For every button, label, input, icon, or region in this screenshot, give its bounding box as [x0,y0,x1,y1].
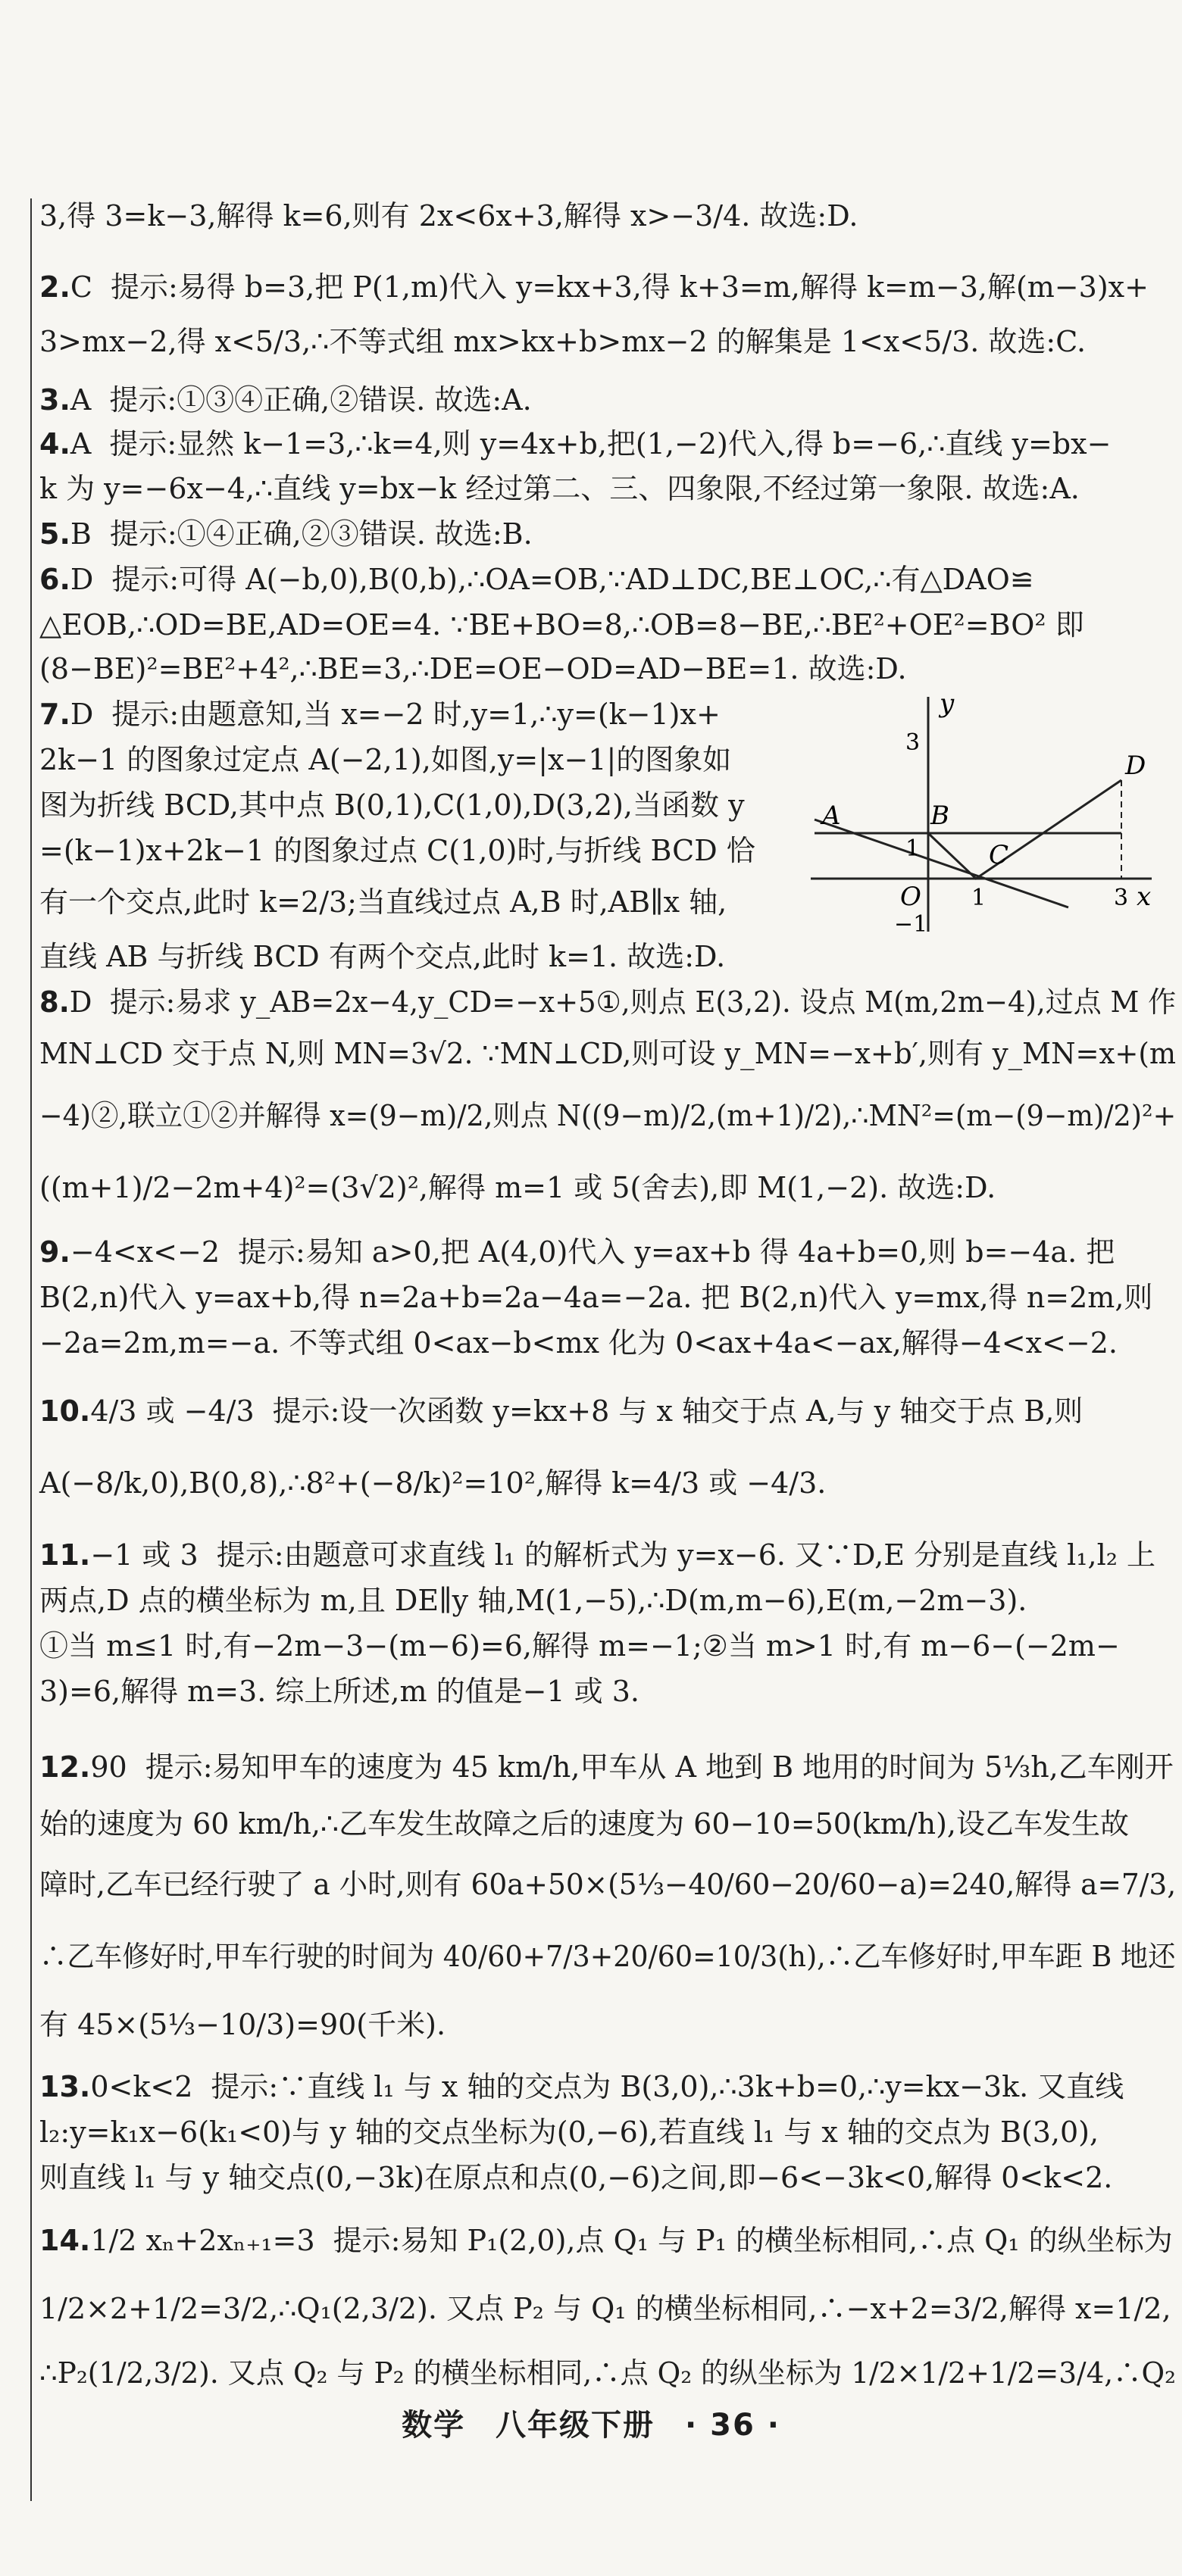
text-line [39,1674,639,1709]
question-number: 14. [39,2224,91,2257]
line-text: 提示:设一次函数 y=kx+8 与 x 轴交于点 A,与 y 轴交于点 B,则 [272,1394,1084,1428]
line-text: 3>mx−2,得 x<5/3,∴不等式组 mx>kx+b>mx−2 的解集是 1<x<5/3. 故选:C. [39,325,1087,358]
line-text: 图为折线 BCD,其中点 B(0,1),C(1,0),D(3,2),当函数 y [39,788,745,822]
answer: D [70,698,94,731]
page-footer [0,2401,1182,2444]
text-line [39,939,725,974]
label-y: y [940,689,955,719]
text-line [39,742,731,777]
line-text: ①当 m≤1 时,有−2m−3−(m−6)=6,解得 m=−1;②当 m>1 时,有 m−6−(−2m− [39,1629,1120,1663]
text-line [39,1750,1174,1784]
text-line [39,1235,1115,1269]
line-text: 两点,D 点的横坐标为 m,且 DE∥y 轴,M(1,−5),∴D(m,m−6),E(m,−2m−3). [39,1584,1027,1617]
text-line [39,697,721,732]
label-d: D [1125,751,1146,781]
line-text: ∴乙车修好时,甲车行驶的时间为 40/60+7/3+20/60=10/3(h),∴乙车修好时,甲车距 B 地还 [39,1940,1176,1973]
line-text: 提示:∵直线 l₁ 与 x 轴的交点为 B(3,0),∴3k+b=0,∴y=kx−3k. 又直线 [211,2070,1124,2103]
answer: D [70,563,94,596]
text-line [39,198,858,233]
text-line [39,1394,1083,1429]
label-a: A [822,801,841,831]
label-3-x: 3 [1114,885,1129,911]
footer-grade: 八年级下册 [496,2408,655,2443]
answer: A [70,427,92,461]
text-line [39,651,907,686]
line-text: 提示:可得 A(−b,0),B(0,b),∴OA=OB,∵AD⊥DC,BE⊥OC,∴有△DAO≌ [111,563,1034,596]
line-text: 提示:易求 y_AB=2x−4,y_CD=−x+5①,则点 E(3,2). 设点 M(m,2m−4),过点 M 作 [109,985,1177,1019]
label-1-y: 1 [905,835,921,862]
line-text: 有 45×(5⅓−10/3)=90(千米). [39,2008,446,2041]
line-text: 3)=6,解得 m=3. 综上所述,m 的值是−1 或 3. [39,1675,640,1708]
line-text: ∴P₂(1/2,3/2). 又点 Q₂ 与 P₂ 的横坐标相同,∴点 Q₂ 的纵坐标为 1/2×1/2+1/2=3/4,∴Q₂ [39,2356,1176,2390]
line-text: 提示:由题意可求直线 l₁ 的解析式为 y=x−6. 又∵D,E 分别是直线 l₁,l₂ 上 [216,1538,1156,1572]
label-3-y: 3 [905,729,921,756]
footer-subject: 数学 [402,2408,466,2443]
text-line [39,1538,1155,1572]
line-text: MN⊥CD 交于点 N,则 MN=3√2. ∵MN⊥CD,则可设 y_MN=−x+b′,则有 y_MN=x+(m [39,1037,1177,1070]
text-line [39,1939,1176,1974]
line-text: l₂:y=k₁x−6(k₁<0)与 y 轴的交点坐标为(0,−6),若直线 l₁ 与 x 轴的交点为 B(3,0), [39,2115,1099,2149]
text-line [39,270,1149,304]
text-line [39,426,1111,461]
text-line [39,1280,1152,1315]
text-line [39,324,1086,359]
function-graph-figure [803,689,1159,939]
question-number: 13. [39,2070,91,2103]
text-line [39,1098,1176,1133]
line-text: 提示:由题意知,当 x=−2 时,y=1,∴y=(k−1)x+ [111,698,721,731]
line-text: 则直线 l₁ 与 y 轴交点(0,−3k)在原点和点(0,−6)之间,即−6<−3k<0,解得 0<k<2. [39,2161,1113,2194]
line-text: 障时,乙车已经行驶了 a 小时,则有 60a+50×(5⅓−40/60−20/60−a)=240,解得 a=7/3, [39,1868,1177,1901]
line-text: B(2,n)代入 y=ax+b,得 n=2a+b=2a−4a=−2a. 把 B(2,n)代入 y=mx,得 n=2m,则 [39,1281,1153,1314]
line-text: 直线 AB 与折线 BCD 有两个交点,此时 k=1. 故选:D. [39,940,726,973]
text-line [39,2069,1124,2104]
label-c: C [989,840,1009,870]
text-line [39,517,533,551]
text-line [39,2115,1099,2150]
question-number: 2. [39,270,70,304]
question-number: 4. [39,427,70,461]
text-line [39,885,727,920]
text-line [39,562,1034,597]
question-number: 3. [39,383,70,417]
line-text: 2k−1 的图象过定点 A(−2,1),如图,y=|x−1|的图象如 [39,743,732,776]
text-line [39,471,1080,506]
answer: −4<x<−2 [70,1235,220,1269]
text-line [39,788,745,823]
answer: 1/2 xₙ+2xₙ₊₁=3 [90,2224,315,2257]
text-line [39,985,1176,1019]
answer: 0<k<2 [90,2070,193,2103]
line-text: 提示:易知 a>0,把 A(4,0)代入 y=ax+b 得 4a+b=0,则 b=−4a. 把 [238,1235,1115,1269]
label-b: B [930,801,949,831]
question-number: 9. [39,1235,70,1269]
left-margin-rule [30,198,32,2501]
text-line [39,1325,1118,1360]
line-text: 提示:①④正确,②③错误. 故选:B. [109,517,533,551]
text-line [39,1036,1176,1071]
line-text: 提示:①③④正确,②错误. 故选:A. [109,383,532,417]
question-number: 11. [39,1538,91,1572]
label-1-x: 1 [971,885,987,911]
label-x: x [1137,882,1152,912]
label-neg1: −1 [894,911,928,938]
line-text: 有一个交点,此时 k=2/3;当直线过点 A,B 时,AB∥x 轴, [39,885,727,919]
line-text: −2a=2m,m=−a. 不等式组 0<ax−b<mx 化为 0<ax+4a<−ax,解得−4<x<−2. [39,1326,1118,1360]
line-text: 1/2×2+1/2=3/2,∴Q₁(2,3/2). 又点 P₂ 与 Q₁ 的横坐标相同,∴−x+2=3/2,解得 x=1/2, [39,2292,1171,2325]
footer-page-number: · 36 · [684,2408,780,2443]
text-line [39,1806,1129,1841]
answer: D [69,985,92,1019]
text-line [39,2291,1171,2326]
answer: B [70,517,92,551]
question-number: 8. [39,985,70,1019]
line-text: −4)②,联立①②并解得 x=(9−m)/2,则点 N((9−m)/2,(m+1)/2),∴MN²=(m−(9−m)/2)²+ [39,1099,1177,1132]
text-line [39,607,1084,642]
text-line [39,1466,826,1500]
question-number: 6. [39,563,70,596]
line-text: 提示:显然 k−1=3,∴k=4,则 y=4x+b,把(1,−2)代入,得 b=−6,∴直线 y=bx− [109,427,1112,461]
text-line [39,1170,996,1205]
question-number: 12. [39,1750,91,1784]
line-text: 提示:易知甲车的速度为 45 km/h,甲车从 A 地到 B 地用的时间为 5⅓h,乙车刚开 [145,1750,1174,1784]
polyline-bcd [928,780,1121,879]
answer: 4/3 或 −4/3 [90,1394,255,1428]
question-number: 7. [39,698,70,731]
line-text: k 为 y=−6x−4,∴直线 y=bx−k 经过第二、三、四象限,不经过第一象限. 故选:A. [39,472,1080,505]
text-line [39,1583,1027,1618]
text-line [39,2223,1173,2258]
line-text: △EOB,∴OD=BE,AD=OE=4. ∵BE+BO=8,∴OB=8−BE,∴BE²+OE²=BO² 即 [39,608,1084,642]
line-text: 始的速度为 60 km/h,∴乙车发生故障之后的速度为 60−10=50(km/h),设乙车发生故 [39,1807,1129,1841]
line-text: 提示:易得 b=3,把 P(1,m)代入 y=kx+3,得 k+3=m,解得 k=m−3,解(m−3)x+ [110,270,1149,304]
text-line [39,1867,1176,1902]
text-line [39,2007,446,2042]
text-line [39,2356,1176,2390]
answer: A [70,383,92,417]
text-line [39,382,532,417]
answer: 90 [90,1750,127,1784]
line-text: 提示:易知 P₁(2,0),点 Q₁ 与 P₁ 的横坐标相同,∴点 Q₁ 的纵坐标为 [333,2224,1173,2257]
label-o: O [900,882,921,912]
text-line [39,1628,1120,1663]
answer: C [70,270,92,304]
line-text: A(−8/k,0),B(0,8),∴8²+(−8/k)²=10²,解得 k=4/3 或 −4/3. [39,1466,827,1500]
graph-svg [803,689,1159,939]
line-text: (8−BE)²=BE²+4²,∴BE=3,∴DE=OE−OD=AD−BE=1. 故选:D. [39,652,907,685]
text-line [39,833,755,868]
question-number: 10. [39,1394,91,1428]
text-line [39,2160,1112,2195]
question-number: 5. [39,517,70,551]
answer: −1 或 3 [90,1538,199,1572]
line-text: =(k−1)x+2k−1 的图象过点 C(1,0)时,与折线 BCD 恰 [39,834,755,867]
line-text: 3,得 3=k−3,解得 k=6,则有 2x<6x+3,解得 x>−3/4. 故选:D. [39,199,858,233]
line-text: ((m+1)/2−2m+4)²=(3√2)²,解得 m=1 或 5(舍去),即 M(1,−2). 故选:D. [39,1171,996,1204]
